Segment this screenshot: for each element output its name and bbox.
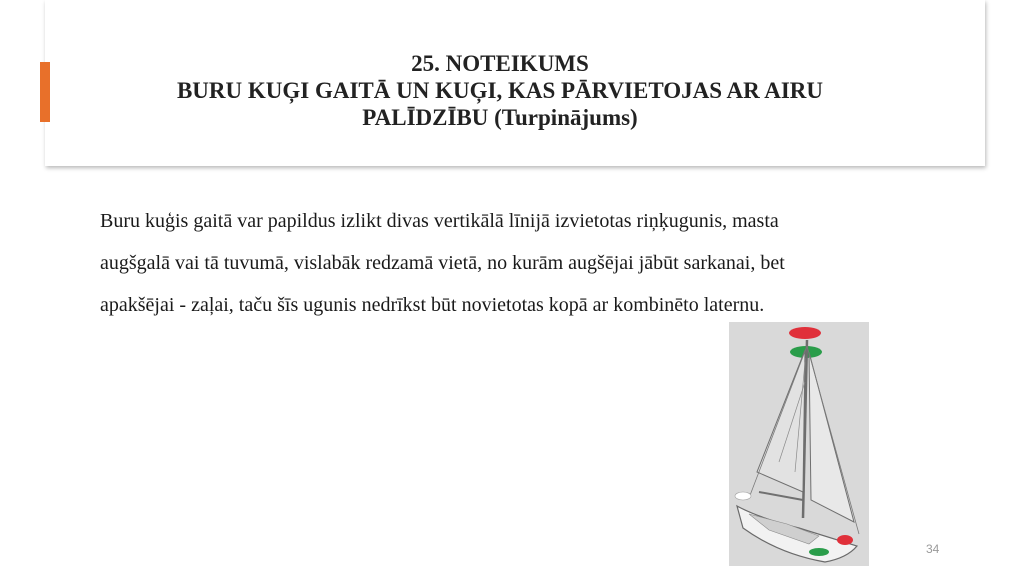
title-line: PALĪDZĪBU (Turpinājums) bbox=[362, 105, 638, 130]
title-line: 25. NOTEIKUMS bbox=[411, 51, 589, 76]
sailboat-illustration bbox=[729, 322, 869, 566]
green-sidelight bbox=[809, 548, 829, 556]
accent-bar bbox=[40, 62, 50, 122]
white-sternlight bbox=[735, 492, 751, 500]
page-number: 34 bbox=[926, 542, 940, 556]
slide-body bbox=[100, 200, 930, 326]
slide-title bbox=[90, 50, 910, 131]
body-line: Buru kuģis gaitā var papildus izlikt divas vertikālā līnijā izvietotas riņķugunis, masta bbox=[100, 210, 779, 232]
main-sail bbox=[757, 350, 805, 492]
title-line: BURU KUĢI GAITĀ UN KUĢI, KAS PĀRVIETOJAS AR AIRU bbox=[176, 78, 824, 103]
sailboat-image bbox=[729, 322, 869, 566]
red-sidelight bbox=[837, 535, 853, 545]
body-line: augšgalā vai tā tuvumā, vislabāk redzamā vietā, no kurām augšējai jābūt sarkanai, bet bbox=[100, 252, 785, 274]
red-masthead-light bbox=[789, 327, 821, 339]
body-line: apakšējai - zaļai, taču šīs ugunis nedrīkst būt novietotas kopā ar kombinēto laternu. bbox=[100, 294, 765, 316]
